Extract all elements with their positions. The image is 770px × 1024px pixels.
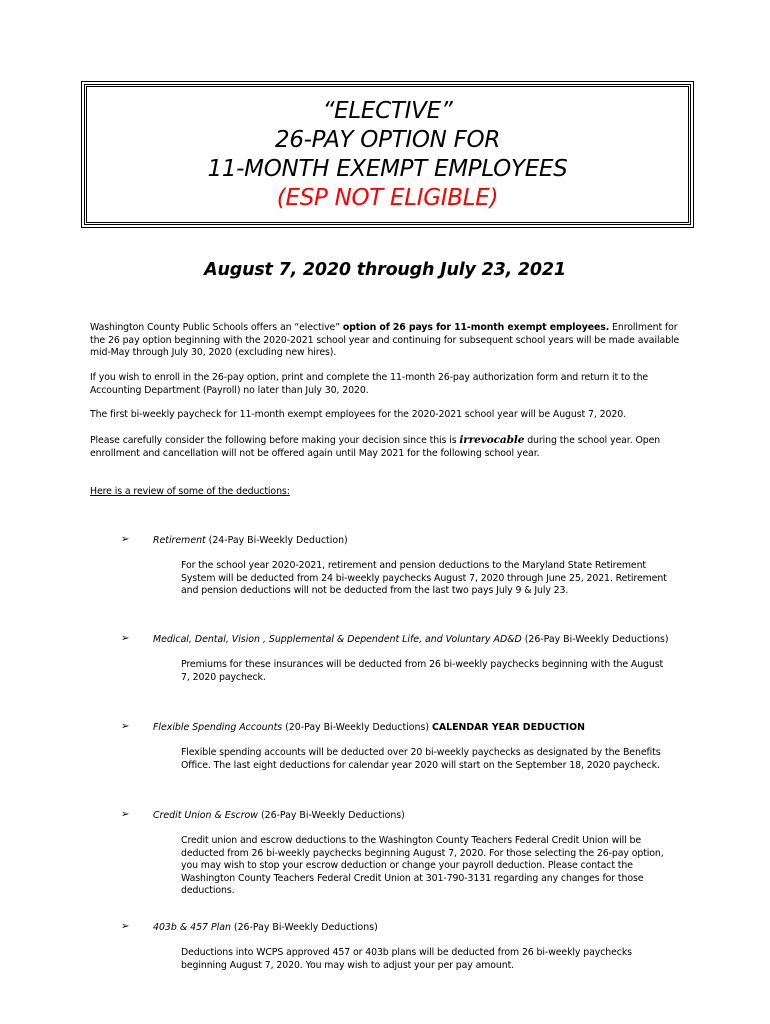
deduction-name: 403b & 457 Plan xyxy=(153,922,231,933)
title-line-4-not-eligible: (ESP NOT ELIGIBLE) xyxy=(276,185,499,211)
deduction-name: Credit Union & Escrow xyxy=(153,810,258,821)
intro-p1-bold: option of 26 pays for 11-month exempt employees. xyxy=(342,322,610,333)
deduction-name: Medical, Dental, Vision , Supplemental & Dependent Life, and Voluntary AD&D xyxy=(153,634,522,645)
arrow-bullet-icon: ➢ xyxy=(121,721,130,732)
review-heading: Here is a review of some of the deductions: xyxy=(90,486,290,497)
title-box xyxy=(84,84,691,225)
deduction-name: Flexible Spending Accounts xyxy=(153,722,283,733)
intro-p1-text-b: Enrollment for the 26 pay option beginning with the 2020-2021 school year and continuing for subsequent school years will be made available mid-May through July 30, 2020 (excluding new hires). xyxy=(90,322,680,358)
intro-p1-text-a: Washington County Public Schools offers an “elective” xyxy=(90,322,343,333)
deduction-body-insurance: Premiums for these insurances will be deducted from 26 bi-weekly paychecks beginning with the August 7, 2020 paycheck. xyxy=(181,659,664,683)
date-range-heading: August 7, 2020 through July 23, 2021 xyxy=(204,260,566,280)
title-line-2: 26-PAY OPTION FOR xyxy=(274,127,501,153)
deduction-detail: (26-Pay Bi-Weekly Deductions) xyxy=(257,810,405,821)
deduction-body-retirement: For the school year 2020-2021, retirement and pension deductions to the Maryland State Retirement System will be deducted from 24 bi-weekly paychecks August 7, 2020 through June 25, 2021. Retirement and pension deductions will not be deducted from the last two pays July 9 & July 23. xyxy=(181,560,667,596)
deduction-detail: (24-Pay Bi-Weekly Deduction) xyxy=(205,535,348,546)
deduction-detail: (26-Pay Bi-Weekly Deductions) xyxy=(521,634,669,645)
deduction-detail: (20-Pay Bi-Weekly Deductions) xyxy=(282,722,432,733)
deduction-detail: (26-Pay Bi-Weekly Deductions) xyxy=(230,922,378,933)
intro-p4-text-b: during the school year. Open enrollment and cancellation will not be offered again until May 2021 for the following school year. xyxy=(90,435,661,459)
deduction-body-flexible-spending: Flexible spending accounts will be deducted over 20 bi-weekly paychecks as designated by the Benefits Office. The last eight deductions for calendar year 2020 will start on the September 18, 2020 paycheck. xyxy=(181,747,661,771)
intro-paragraph-2: If you wish to enroll in the 26-pay option, print and complete the 11-month 26-pay authorization form and return it to the Accounting Department (Payroll) no later than July 30, 2020. xyxy=(90,372,649,396)
title-line-1: “ELECTIVE” xyxy=(322,98,453,124)
intro-paragraph-4 xyxy=(90,434,686,460)
arrow-bullet-icon: ➢ xyxy=(121,809,130,820)
arrow-bullet-icon: ➢ xyxy=(121,633,130,644)
intro-p4-text-a: Please carefully consider the following before making your decision since this is xyxy=(90,435,460,446)
intro-p4-irrevocable: irrevocable xyxy=(459,434,525,446)
arrow-bullet-icon: ➢ xyxy=(121,921,130,932)
deduction-calendar-year-note: CALENDAR YEAR DEDUCTION xyxy=(432,722,585,733)
title-line-3: 11-MONTH EXEMPT EMPLOYEES xyxy=(207,156,568,182)
intro-paragraph-1 xyxy=(90,322,686,360)
deduction-name: Retirement xyxy=(153,535,206,546)
intro-paragraph-3: The first bi-weekly paycheck for 11-month exempt employees for the 2020-2021 school year will be August 7, 2020. xyxy=(90,409,626,420)
deduction-body-403b-457: Deductions into WCPS approved 457 or 403b plans will be deducted from 26 bi-weekly paychecks beginning August 7, 2020. You may wish to adjust your per pay amount. xyxy=(181,947,632,971)
deduction-body-credit-union: Credit union and escrow deductions to the Washington County Teachers Federal Credit Union will be deducted from 26 bi-weekly paychecks beginning August 7, 2020. For those selecting the 26-pay option, you may wish to stop your escrow deduction or change your payroll deduction. Please contact the Washington County Teachers Federal Credit Union at 301-790-3131 regarding any changes for those deductions. xyxy=(181,835,664,896)
arrow-bullet-icon: ➢ xyxy=(121,534,130,545)
